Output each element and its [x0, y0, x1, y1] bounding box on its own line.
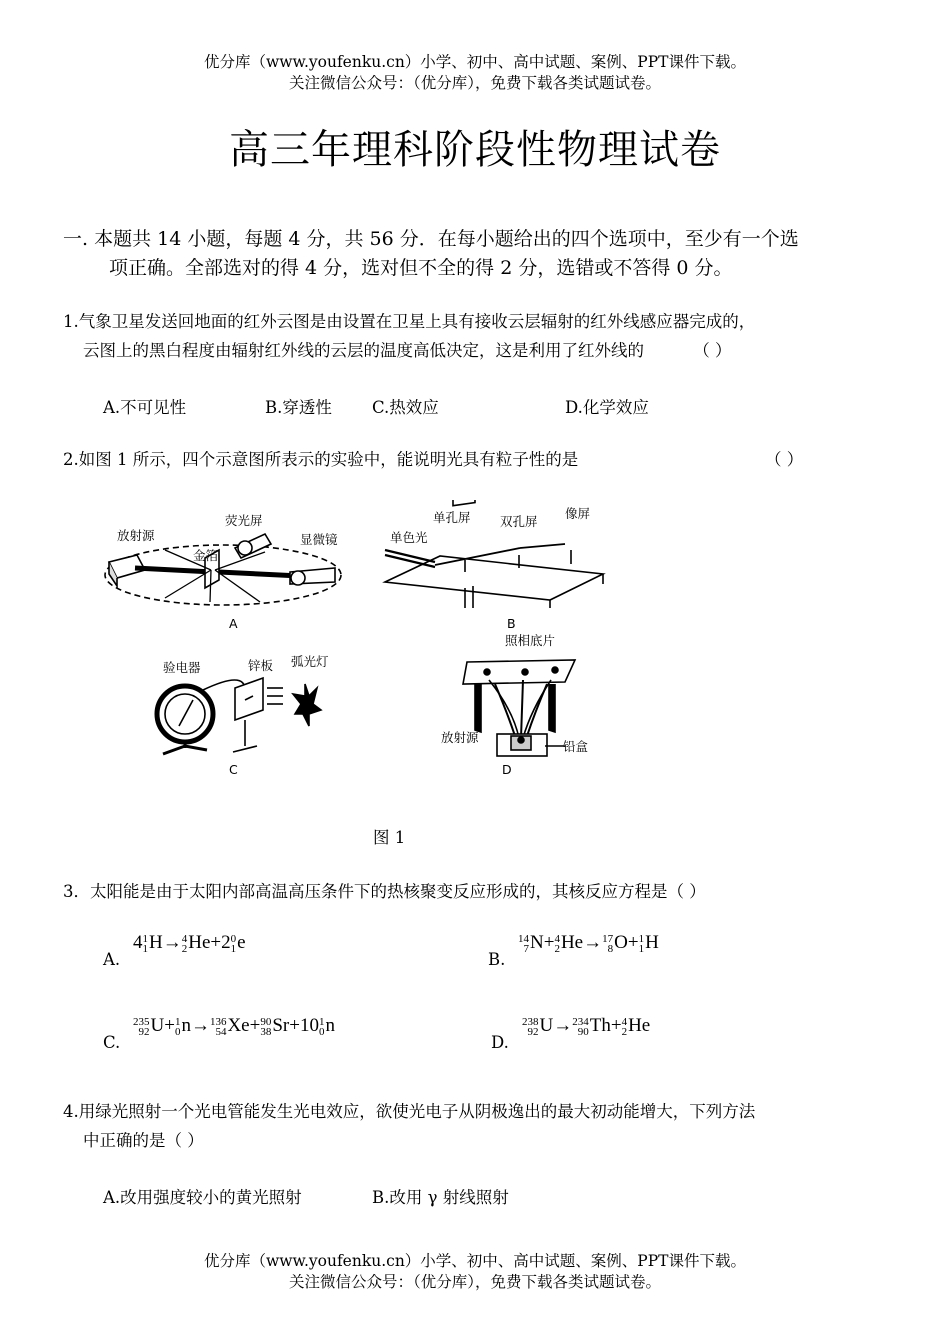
mass: 4 — [554, 932, 560, 945]
figure-panel-d — [463, 660, 575, 756]
mass: 14 — [518, 932, 529, 945]
nuclide-n-ms — [175, 1017, 181, 1037]
footer-line-2: 关注微信公众号：（优分库），免费下载各类试题试卷。 — [288, 1273, 661, 1291]
plus: + — [164, 1015, 175, 1036]
plus-coef: +2 — [210, 932, 231, 953]
symbol-o: O — [614, 932, 628, 953]
mass: 238 — [522, 1015, 539, 1028]
charge: 92 — [527, 1025, 539, 1038]
figure-1-caption: 图 1 — [373, 828, 406, 847]
symbol-n: n — [181, 1015, 191, 1036]
charge: 92 — [138, 1025, 150, 1038]
charge: 1 — [142, 942, 148, 955]
header-line-2: 关注微信公众号：（优分库），免费下载各类试题试卷。 — [288, 74, 661, 92]
nuclide-he-ms — [622, 1017, 628, 1037]
plus: + — [627, 932, 639, 953]
charge: 54 — [215, 1025, 227, 1038]
nuclide-he-ms — [554, 934, 560, 954]
q3-formula-b — [518, 932, 659, 954]
q1-line-2: 云图上的黑白程度由辐射红外线的云层的温度高低决定，这是利用了红外线的 — [83, 341, 644, 360]
charge: 0 — [174, 1025, 181, 1038]
symbol-he: He — [628, 1015, 651, 1036]
label-electroscope: 验电器 — [163, 660, 201, 675]
label-radioactive-source-a: 放射源 — [117, 528, 155, 543]
mass: 1 — [142, 932, 148, 945]
symbol-h: H — [149, 932, 163, 953]
symbol-e: e — [237, 932, 246, 953]
charge: 2 — [621, 1025, 628, 1038]
mass: 1 — [318, 1015, 325, 1028]
nuclide-h-ms — [143, 934, 149, 954]
label-monochromatic-light: 单色光 — [390, 530, 428, 545]
plus: + — [610, 1015, 622, 1036]
arrow: → — [553, 1015, 573, 1036]
symbol-he: He — [188, 932, 211, 953]
nuclide-xe-ms — [210, 1017, 227, 1037]
q1-answer-bracket: （ ） — [693, 341, 732, 360]
mass: 4 — [621, 1015, 628, 1028]
section-1-line-1: 一. 本题共 14 小题，每题 4 分，共 56 分．在每小题给出的四个选项中，至少有一个选 — [63, 228, 799, 250]
label-double-slit-screen: 双孔屏 — [500, 514, 538, 529]
q3-label-a: A. — [103, 950, 121, 969]
q4-option-a: A.改用强度较小的黄光照射 — [103, 1188, 302, 1207]
nuclide-n-ms — [319, 1017, 325, 1037]
q1-option-b: B.穿透性 — [265, 398, 332, 417]
label-fluorescent-screen: 荧光屏 — [225, 513, 263, 528]
nuclide-o-ms — [602, 934, 613, 954]
label-radioactive-source-d: 放射源 — [441, 730, 479, 745]
panel-b-letter: B — [507, 616, 516, 631]
q3-text: 3．太阳能是由于太阳内部高温高压条件下的热核聚变反应形成的，其核反应方程是（ ） — [63, 882, 706, 901]
symbol-h: H — [645, 932, 659, 953]
q4-line-1: 4.用绿光照射一个光电管能发生光电效应，欲使光电子从阴极逸出的最大初动能增大，下列方法 — [63, 1102, 756, 1121]
nuclide-sr-ms — [260, 1017, 271, 1037]
mass: 234 — [572, 1015, 589, 1028]
charge: 8 — [607, 942, 614, 955]
label-photographic-film: 照相底片 — [505, 633, 556, 648]
page-title: 高三年理科阶段性物理试卷 — [229, 127, 721, 173]
charge: 0 — [318, 1025, 325, 1038]
charge: 1 — [230, 942, 237, 955]
nuclide-he-ms — [182, 934, 188, 954]
mass: 90 — [260, 1015, 272, 1028]
q3-formula-c — [133, 1015, 335, 1037]
nuclide-u-ms — [133, 1017, 150, 1037]
panel-d-letter: D — [502, 762, 512, 777]
mass: 17 — [602, 932, 614, 945]
q1-option-a: A.不可见性 — [103, 398, 187, 417]
symbol-n: n — [325, 1015, 335, 1036]
question-4 — [63, 1097, 913, 1155]
mass: 0 — [230, 932, 237, 945]
coef: 4 — [133, 932, 143, 953]
plus-coef: +10 — [289, 1015, 319, 1036]
charge: 38 — [260, 1025, 272, 1038]
charge: 90 — [577, 1025, 589, 1038]
plus: + — [249, 1015, 261, 1036]
label-lead-box: 铅盒 — [563, 739, 589, 754]
mass: 1 — [638, 932, 645, 945]
symbol-xe: Xe — [227, 1015, 250, 1036]
q4-line-2: 中正确的是（ ） — [83, 1131, 204, 1150]
q3-formula-a — [133, 932, 246, 954]
panel-c-letter: C — [229, 762, 238, 777]
nuclide-h-ms — [639, 934, 645, 954]
nuclide-u-ms — [522, 1017, 539, 1037]
q3-label-b: B. — [488, 950, 506, 969]
page-header — [0, 52, 950, 94]
page-footer — [0, 1251, 950, 1293]
label-zinc-plate: 锌板 — [248, 658, 274, 673]
symbol-he: He — [560, 932, 584, 953]
q1-line-2-wrap — [63, 336, 913, 365]
q1-option-d: D.化学效应 — [565, 398, 649, 417]
panel-a-letter: A — [229, 616, 238, 631]
charge: 2 — [181, 942, 188, 955]
section-1-line-2: 项正确。全部选对的得 4 分，选对但不全的得 2 分，选错或不答得 0 分。 — [109, 257, 733, 279]
charge: 7 — [523, 942, 529, 955]
section-1-instructions — [63, 225, 799, 283]
q2-answer-bracket: （ ） — [765, 450, 804, 469]
q3-label-d: D. — [491, 1033, 509, 1052]
q1-option-c: C.热效应 — [372, 398, 439, 417]
symbol-th: Th — [589, 1015, 611, 1036]
nuclide-e-ms — [231, 934, 237, 954]
label-single-slit-screen: 单孔屏 — [433, 510, 471, 525]
figure-1 — [95, 500, 635, 790]
mass: 4 — [181, 932, 188, 945]
symbol-u: U — [150, 1015, 165, 1036]
q2-text: 2.如图 1 所示，四个示意图所表示的实验中，能说明光具有粒子性的是 — [63, 450, 579, 469]
header-line-1: 优分库（www.youfenku.cn）小学、初中、高中试题、案例、PPT课件下载。 — [203, 53, 747, 71]
plus: + — [543, 932, 555, 953]
label-microscope: 显微镜 — [300, 532, 338, 547]
mass: 235 — [133, 1015, 150, 1028]
q4-option-b: B.改用 γ 射线照射 — [372, 1188, 509, 1207]
figure-panel-c — [157, 678, 321, 754]
q3-formula-d — [522, 1015, 650, 1037]
symbol-sr: Sr — [272, 1015, 290, 1036]
symbol-n: N — [530, 932, 544, 953]
mass: 1 — [174, 1015, 181, 1028]
mass: 136 — [209, 1015, 227, 1028]
nuclide-th-ms — [572, 1017, 589, 1037]
q3-label-c: C. — [103, 1033, 121, 1052]
question-1 — [63, 307, 913, 365]
symbol-u: U — [539, 1015, 554, 1036]
footer-line-1: 优分库（www.youfenku.cn）小学、初中、高中试题、案例、PPT课件下载。 — [203, 1252, 747, 1270]
arrow: → — [583, 932, 603, 953]
label-gold-foil: 金箔 — [193, 548, 219, 563]
arrow: → — [162, 932, 182, 953]
q1-line-1: 1.气象卫星发送回地面的红外云图是由设置在卫星上具有接收云层辐射的红外线感应器完成的， — [63, 312, 756, 331]
label-image-screen: 像屏 — [565, 506, 591, 521]
arrow: → — [190, 1015, 210, 1036]
nuclide-n-ms — [518, 934, 529, 954]
charge: 2 — [554, 942, 560, 955]
label-arc-lamp: 弧光灯 — [291, 654, 329, 669]
charge: 1 — [638, 942, 645, 955]
